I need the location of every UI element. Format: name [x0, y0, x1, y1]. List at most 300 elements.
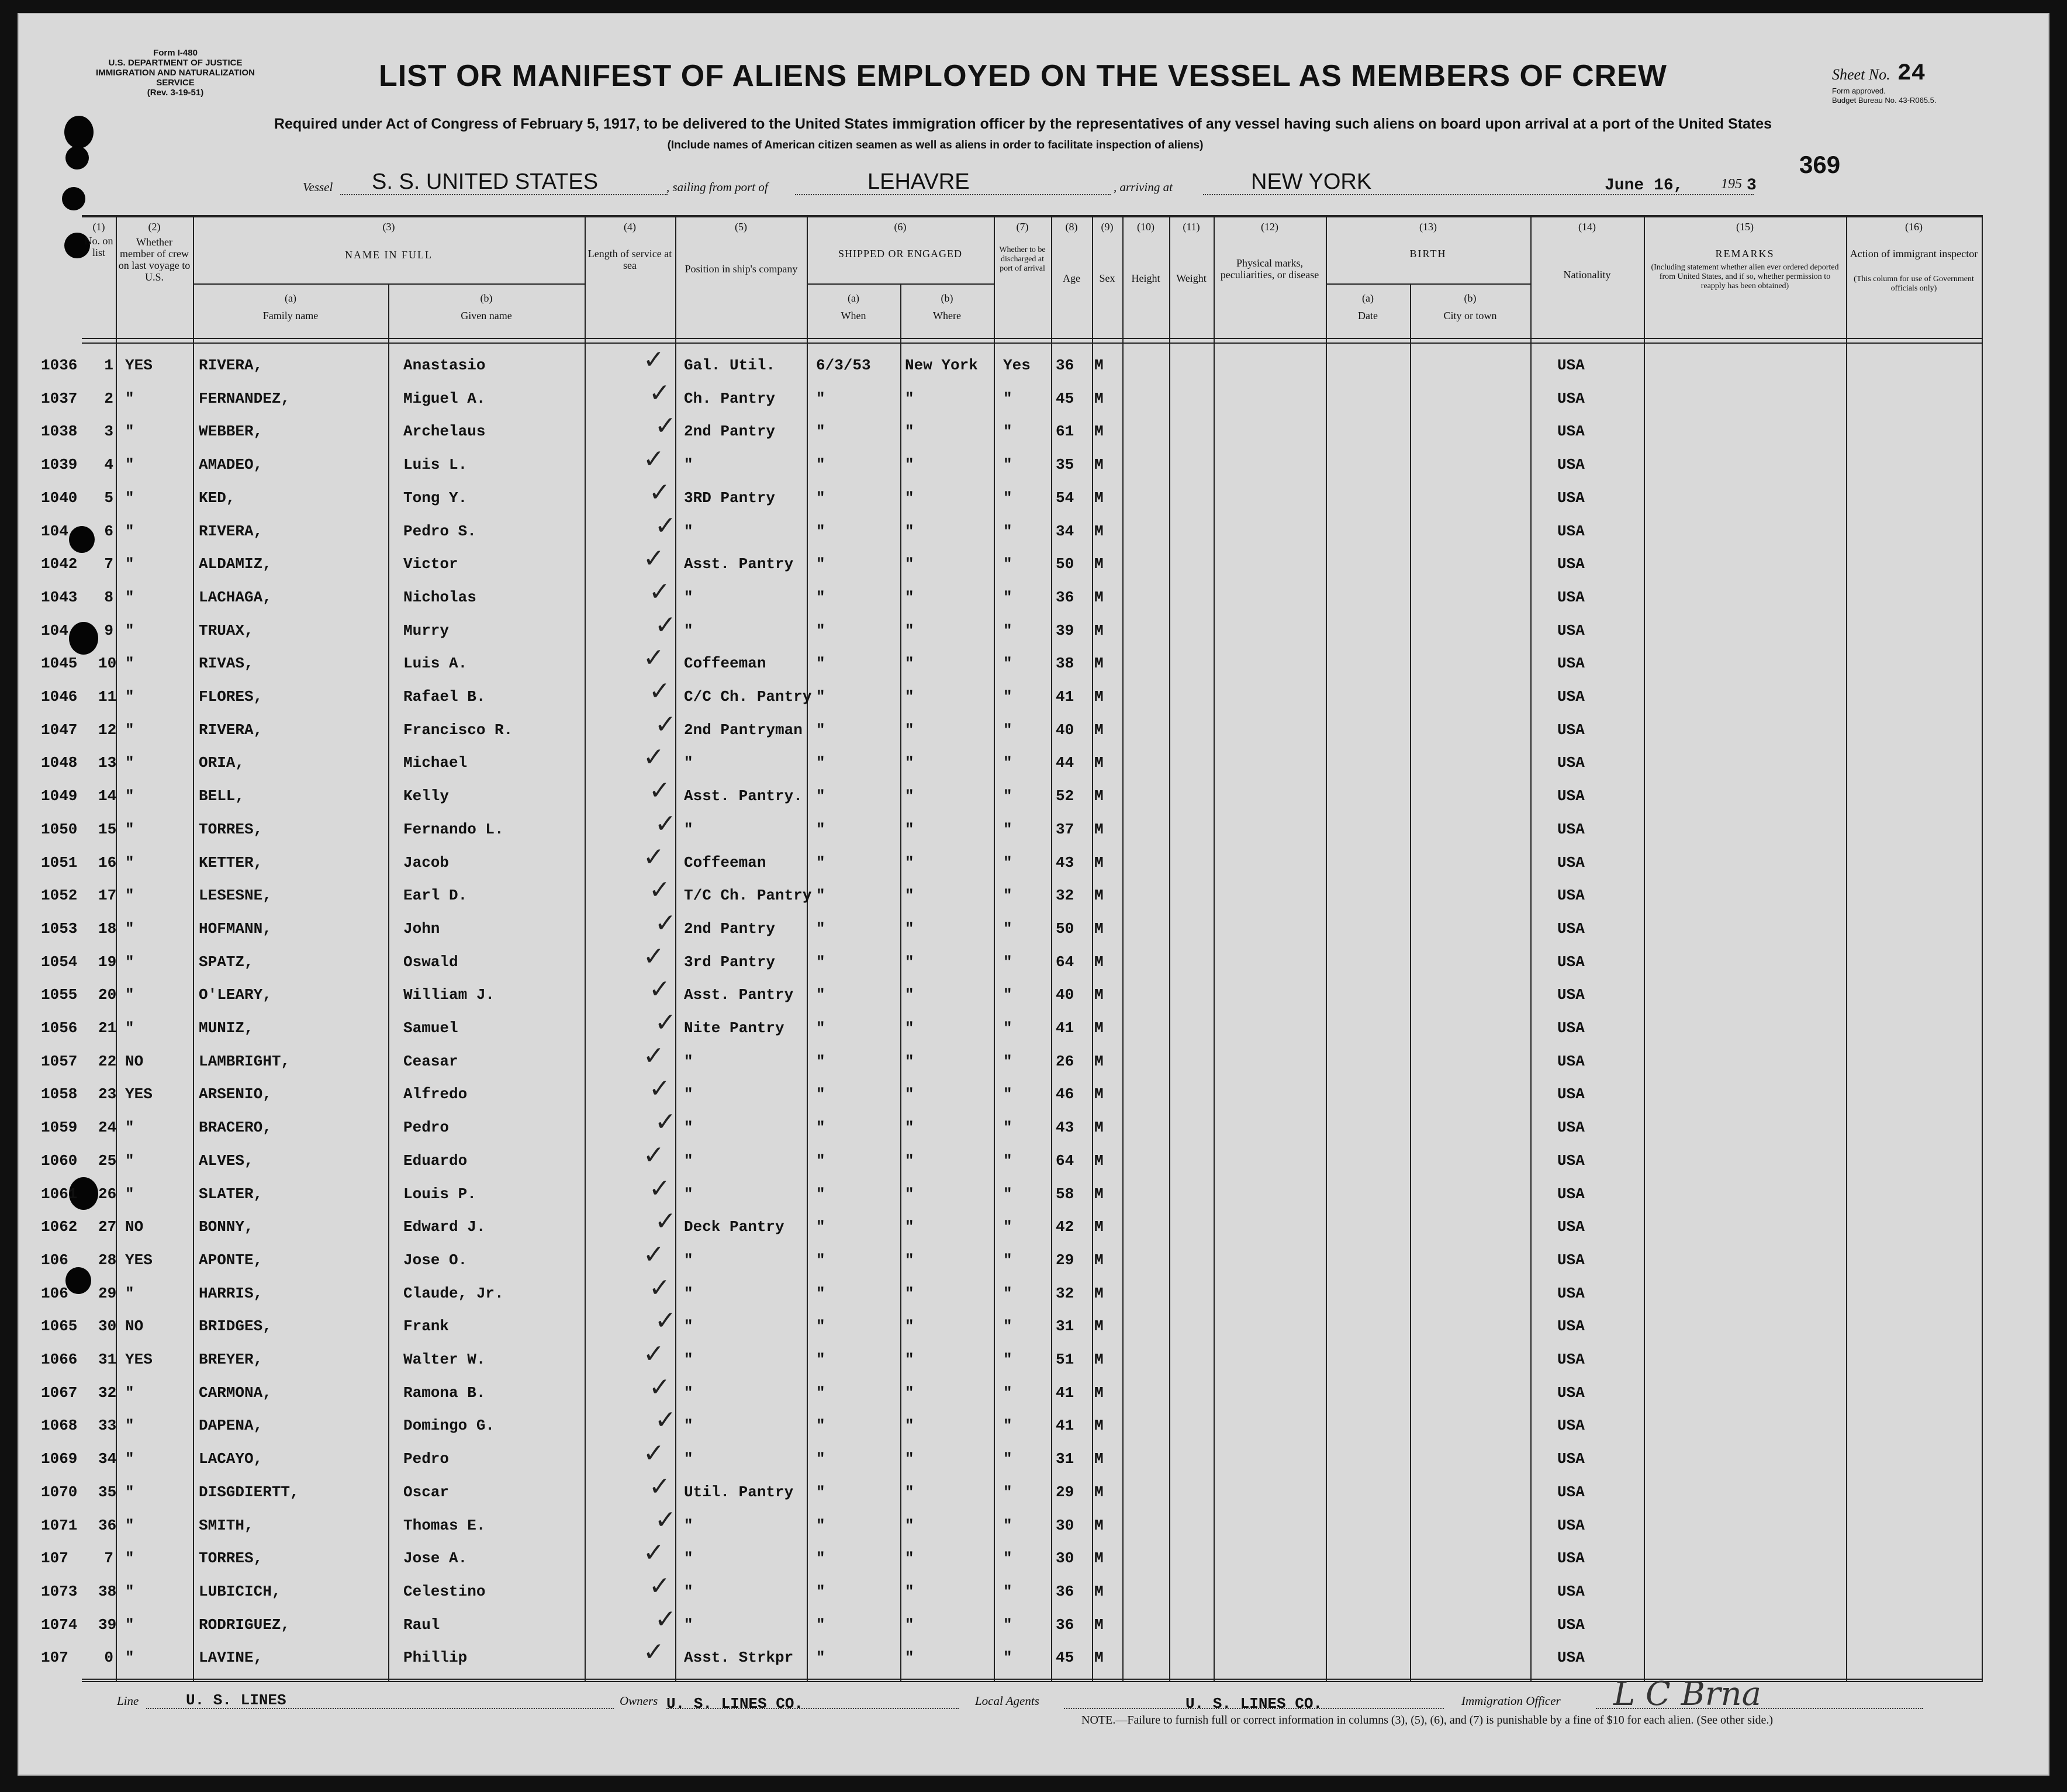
- check-mark-icon: ✓: [655, 1206, 676, 1237]
- check-mark-icon: ✓: [643, 544, 665, 574]
- family-name: ARSENIO,: [199, 1085, 272, 1103]
- shipped-where: ": [905, 986, 914, 1004]
- shipped-when: ": [816, 1284, 825, 1302]
- sex: M: [1094, 1549, 1104, 1568]
- check-mark-icon: ✓: [643, 941, 665, 971]
- row-number: 16: [98, 853, 117, 871]
- check-mark-icon: ✓: [643, 1140, 665, 1170]
- previous-voyage: ": [125, 1119, 134, 1137]
- shipped-where: ": [905, 1615, 914, 1634]
- shipped-where: ": [905, 1185, 914, 1203]
- table-row: [0, 1604, 1982, 1641]
- previous-voyage: NO: [125, 1317, 144, 1336]
- table-row: [0, 1040, 1982, 1077]
- check-mark-icon: ✓: [643, 345, 665, 375]
- list-number: 104: [41, 522, 68, 540]
- col-header-length-service: Length of service at sea: [587, 248, 672, 271]
- position: ": [684, 1615, 693, 1634]
- agents-value: U. S. LINES CO.: [1185, 1695, 1323, 1713]
- given-name: Oswald: [403, 953, 458, 971]
- col-header-weight: Weight: [1176, 272, 1207, 284]
- col-number: (4): [624, 221, 636, 233]
- sex: M: [1094, 1284, 1104, 1302]
- discharged: ": [1003, 1649, 1012, 1667]
- list-number: 1047: [41, 721, 78, 739]
- sheet-number: [1832, 61, 1926, 87]
- check-mark-icon: ✓: [643, 1339, 665, 1369]
- shipped-when: ": [816, 1085, 825, 1103]
- shipped-where: ": [905, 1119, 914, 1137]
- shipped-when: ": [816, 1615, 825, 1634]
- family-name: LAVINE,: [199, 1649, 263, 1667]
- check-mark-icon: ✓: [655, 1405, 676, 1435]
- previous-voyage: ": [125, 953, 134, 971]
- previous-voyage: ": [125, 853, 134, 871]
- age: 36: [1056, 1582, 1074, 1600]
- table-row: [0, 1438, 1982, 1475]
- position: Gal. Util.: [684, 357, 776, 374]
- list-number: 1070: [41, 1483, 78, 1501]
- row-number: 30: [98, 1317, 117, 1336]
- discharged: ": [1003, 555, 1012, 573]
- col-number: (15): [1736, 221, 1754, 233]
- nationality: USA: [1557, 1185, 1585, 1203]
- table-row: [0, 1570, 1982, 1607]
- nationality: USA: [1557, 1450, 1585, 1468]
- page-title: LIST OR MANIFEST OF ALIENS EMPLOYED ON THE VESSEL AS MEMBERS OF CREW: [379, 59, 1667, 93]
- table-row: [0, 1504, 1982, 1541]
- nationality: USA: [1557, 1317, 1585, 1336]
- position: ": [684, 1151, 693, 1170]
- given-name: Thomas E.: [403, 1516, 486, 1534]
- age: 40: [1056, 986, 1074, 1004]
- previous-voyage: ": [125, 887, 134, 905]
- row-number: 22: [98, 1052, 117, 1070]
- table-row: [0, 1538, 1982, 1574]
- check-mark-icon: ✓: [649, 1074, 670, 1104]
- family-name: RIVERA,: [199, 522, 263, 540]
- sex: M: [1094, 754, 1104, 772]
- shipped-when: ": [816, 1251, 825, 1269]
- given-name: Jose A.: [403, 1549, 468, 1568]
- table-row: [0, 610, 1982, 646]
- previous-voyage: ": [125, 754, 134, 772]
- table-row: [0, 709, 1982, 746]
- col-number: (7): [1016, 221, 1029, 233]
- check-mark-icon: ✓: [655, 610, 676, 640]
- age: 64: [1056, 1151, 1074, 1170]
- age: 43: [1056, 853, 1074, 871]
- family-name: WEBBER,: [199, 423, 263, 441]
- table-row: [0, 1074, 1982, 1110]
- shipped-where: ": [905, 1582, 914, 1600]
- discharged: ": [1003, 787, 1012, 805]
- budget-bureau-line: Budget Bureau No. 43-R065.5.: [1832, 96, 1937, 105]
- year-prefix: 195: [1721, 177, 1742, 192]
- table-row: [0, 411, 1982, 447]
- table-row: [0, 1339, 1982, 1375]
- age: 38: [1056, 655, 1074, 673]
- age: 26: [1056, 1052, 1074, 1070]
- row-number: 9: [104, 621, 113, 639]
- table-row: [0, 908, 1982, 945]
- family-name: ORIA,: [199, 754, 245, 772]
- position: ": [684, 1185, 693, 1203]
- nationality: USA: [1557, 1483, 1585, 1501]
- table-row: [0, 941, 1982, 978]
- shipped-where: ": [905, 389, 914, 407]
- table-row: [0, 1239, 1982, 1276]
- previous-voyage: ": [125, 522, 134, 540]
- check-mark-icon: ✓: [643, 1538, 665, 1568]
- position: ": [684, 1516, 693, 1534]
- list-number: 1043: [41, 588, 78, 606]
- shipped-when: ": [816, 754, 825, 772]
- row-number: 2: [104, 389, 113, 407]
- list-number: 1068: [41, 1417, 78, 1435]
- check-mark-icon: ✓: [655, 1604, 676, 1634]
- shipped-where: ": [905, 489, 914, 507]
- previous-voyage: ": [125, 721, 134, 739]
- col-header-name: NAME IN FULL: [345, 249, 433, 261]
- position: ": [684, 1251, 693, 1269]
- previous-voyage: ": [125, 1185, 134, 1203]
- position: ": [684, 1450, 693, 1468]
- family-name: BELL,: [199, 787, 245, 805]
- position: 2nd Pantryman: [684, 721, 803, 739]
- shipped-where: ": [905, 1251, 914, 1269]
- discharged: ": [1003, 986, 1012, 1004]
- discharged: Yes: [1003, 357, 1031, 374]
- previous-voyage: ": [125, 986, 134, 1004]
- discharged: ": [1003, 1185, 1012, 1203]
- row-number: 39: [98, 1615, 117, 1634]
- age: 46: [1056, 1085, 1074, 1103]
- nationality: USA: [1557, 1383, 1585, 1402]
- age: 29: [1056, 1483, 1074, 1501]
- table-row: [0, 1471, 1982, 1508]
- age: 41: [1056, 1383, 1074, 1402]
- family-name: O'LEARY,: [199, 986, 272, 1004]
- nationality: USA: [1557, 389, 1585, 407]
- shipped-when: ": [816, 787, 825, 805]
- port-to: NEW YORK: [1251, 169, 1372, 194]
- shipped-when: ": [816, 820, 825, 838]
- approval-line: Form approved.: [1832, 87, 1886, 95]
- list-number: 1038: [41, 423, 78, 441]
- table-row: [0, 1405, 1982, 1441]
- shipped-when: ": [816, 1119, 825, 1137]
- list-number: 1054: [41, 953, 78, 971]
- list-number: 1059: [41, 1119, 78, 1137]
- nationality: USA: [1557, 1151, 1585, 1170]
- check-mark-icon: ✓: [649, 1173, 670, 1203]
- given-name: Murry: [403, 621, 450, 639]
- position: ": [684, 1383, 693, 1402]
- family-name: RODRIGUEZ,: [199, 1615, 291, 1634]
- list-number: 1065: [41, 1317, 78, 1336]
- col-number: (8): [1065, 221, 1078, 233]
- check-mark-icon: ✓: [643, 742, 665, 773]
- col-header-age: Age: [1063, 272, 1080, 284]
- nationality: USA: [1557, 754, 1585, 772]
- list-number: 1056: [41, 1019, 78, 1037]
- col-header-no: No. on list: [84, 235, 113, 258]
- shipped-when: ": [816, 389, 825, 407]
- col-number: (16): [1905, 221, 1923, 233]
- position: Nite Pantry: [684, 1019, 784, 1037]
- row-number: 34: [98, 1450, 117, 1468]
- col-number: (1): [92, 221, 105, 233]
- sheet-stamp-number: 369: [1799, 151, 1841, 178]
- position: ": [684, 1317, 693, 1336]
- check-mark-icon: ✓: [655, 1306, 676, 1336]
- col-header-discharged: Whether to be discharged at port of arrival: [999, 245, 1046, 273]
- col-header-birth: BIRTH: [1409, 248, 1447, 260]
- shipped-where: ": [905, 588, 914, 606]
- age: 32: [1056, 1284, 1074, 1302]
- list-number: 1060: [41, 1151, 78, 1170]
- arrival-date: June 16,: [1605, 177, 1684, 195]
- sex: M: [1094, 423, 1104, 441]
- age: 39: [1056, 621, 1074, 639]
- discharged: ": [1003, 655, 1012, 673]
- row-number: 7: [104, 1549, 113, 1568]
- list-number: 1057: [41, 1052, 78, 1070]
- list-number: 1074: [41, 1615, 78, 1634]
- previous-voyage: ": [125, 588, 134, 606]
- family-name: RIVERA,: [199, 357, 263, 374]
- shipped-when: ": [816, 588, 825, 606]
- family-name: LUBICICH,: [199, 1582, 281, 1600]
- given-name: Phillip: [403, 1649, 468, 1667]
- row-number: 27: [98, 1218, 117, 1236]
- check-mark-icon: ✓: [643, 1239, 665, 1269]
- shipped-where: ": [905, 1483, 914, 1501]
- age: 31: [1056, 1317, 1074, 1336]
- discharged: ": [1003, 853, 1012, 871]
- row-number: 18: [98, 919, 117, 937]
- table-row: [0, 576, 1982, 613]
- shipped-where: ": [905, 1516, 914, 1534]
- age: 35: [1056, 456, 1074, 474]
- previous-voyage: ": [125, 423, 134, 441]
- shipped-when: ": [816, 721, 825, 739]
- position: Coffeeman: [684, 655, 766, 673]
- given-name: Jose O.: [403, 1251, 468, 1269]
- col-header-height: Height: [1131, 272, 1160, 284]
- family-name: APONTE,: [199, 1251, 263, 1269]
- discharged: ": [1003, 1615, 1012, 1634]
- shipped-where: ": [905, 820, 914, 838]
- sex: M: [1094, 1119, 1104, 1137]
- family-name: BREYER,: [199, 1351, 263, 1368]
- shipped-where: ": [905, 555, 914, 573]
- check-mark-icon: ✓: [649, 776, 670, 806]
- shipped-when: ": [816, 919, 825, 937]
- previous-voyage: ": [125, 1019, 134, 1037]
- given-name: William J.: [403, 986, 495, 1004]
- discharged: ": [1003, 1019, 1012, 1037]
- discharged: ": [1003, 1516, 1012, 1534]
- sex: M: [1094, 1649, 1104, 1667]
- check-mark-icon: ✓: [643, 1637, 665, 1668]
- col-sub-b: (b): [941, 292, 953, 304]
- shipped-where: New York: [905, 357, 978, 374]
- previous-voyage: YES: [125, 1085, 153, 1103]
- list-number: 1061: [41, 1185, 78, 1203]
- penalty-note: NOTE.—Failure to furnish full or correct information in columns (3), (5), (6), and (7) is punishable by a fine of $10 for each alien. (See other side.): [1081, 1714, 1773, 1727]
- nationality: USA: [1557, 1516, 1585, 1534]
- table-row: [0, 1140, 1982, 1177]
- position: ": [684, 820, 693, 838]
- shipped-where: ": [905, 423, 914, 441]
- position: ": [684, 1085, 693, 1103]
- col-sub-b: (b): [480, 292, 493, 304]
- nationality: USA: [1557, 1649, 1585, 1667]
- previous-voyage: ": [125, 787, 134, 805]
- check-mark-icon: ✓: [655, 709, 676, 739]
- previous-voyage: ": [125, 1516, 134, 1534]
- service: IMMIGRATION AND NATURALIZATION SERVICE: [96, 68, 255, 88]
- previous-voyage: ": [125, 1649, 134, 1667]
- list-number: 1051: [41, 853, 78, 871]
- sex: M: [1094, 688, 1104, 705]
- sex: M: [1094, 1582, 1104, 1600]
- row-number: 15: [98, 820, 117, 838]
- discharged: ": [1003, 1218, 1012, 1236]
- form-identifier: [88, 48, 263, 98]
- check-mark-icon: ✓: [655, 510, 676, 541]
- position: ": [684, 1119, 693, 1137]
- col-header-inspector-action: Action of immigrant inspector: [1850, 248, 1978, 260]
- table-row: [0, 1206, 1982, 1243]
- discharged: ": [1003, 1549, 1012, 1568]
- table-row: [0, 1637, 1982, 1673]
- row-number: 21: [98, 1019, 117, 1037]
- given-name: Jacob: [403, 853, 450, 871]
- row-number: 17: [98, 887, 117, 905]
- check-mark-icon: ✓: [649, 1372, 670, 1402]
- previous-voyage: ": [125, 919, 134, 937]
- discharged: ": [1003, 1284, 1012, 1302]
- shipped-where: ": [905, 456, 914, 474]
- previous-voyage: ": [125, 1450, 134, 1468]
- discharged: ": [1003, 919, 1012, 937]
- sex: M: [1094, 1615, 1104, 1634]
- check-mark-icon: ✓: [655, 1504, 676, 1535]
- age: 51: [1056, 1351, 1074, 1368]
- family-name: FLORES,: [199, 688, 263, 705]
- list-number: 1058: [41, 1085, 78, 1103]
- nationality: USA: [1557, 1019, 1585, 1037]
- age: 41: [1056, 1417, 1074, 1435]
- family-name: TRUAX,: [199, 621, 254, 639]
- sex: M: [1094, 919, 1104, 937]
- col-number: (5): [735, 221, 747, 233]
- given-name: Alfredo: [403, 1085, 468, 1103]
- check-mark-icon: ✓: [655, 1008, 676, 1037]
- shipped-when: ": [816, 1417, 825, 1435]
- table-row: [0, 842, 1982, 878]
- previous-voyage: ": [125, 1615, 134, 1634]
- given-name: Oscar: [403, 1483, 450, 1501]
- nationality: USA: [1557, 621, 1585, 639]
- shipped-when: ": [816, 1450, 825, 1468]
- list-number: 1045: [41, 655, 78, 673]
- nationality: USA: [1557, 456, 1585, 474]
- shipped-where: ": [905, 1383, 914, 1402]
- given-name: Louis P.: [403, 1185, 476, 1203]
- sex: M: [1094, 621, 1104, 639]
- list-number: 1055: [41, 986, 78, 1004]
- family-name: SMITH,: [199, 1516, 254, 1534]
- position: ": [684, 1284, 693, 1302]
- sex: M: [1094, 1317, 1104, 1336]
- previous-voyage: ": [125, 1549, 134, 1568]
- shipped-when: ": [816, 953, 825, 971]
- list-number: 1050: [41, 820, 78, 838]
- nationality: USA: [1557, 555, 1585, 573]
- age: 36: [1056, 1615, 1074, 1634]
- nationality: USA: [1557, 1052, 1585, 1070]
- age: 45: [1056, 1649, 1074, 1667]
- nationality: USA: [1557, 721, 1585, 739]
- col-header-birth-city: City or town: [1443, 310, 1497, 321]
- sailing-label: , sailing from port of: [666, 180, 768, 194]
- previous-voyage: YES: [125, 1351, 153, 1368]
- subheader-rule: [1326, 283, 1530, 285]
- check-mark-icon: ✓: [655, 411, 676, 441]
- age: 42: [1056, 1218, 1074, 1236]
- age: 34: [1056, 522, 1074, 540]
- vessel-name: S. S. UNITED STATES: [372, 169, 599, 194]
- arriving-label: , arriving at: [1114, 180, 1173, 194]
- given-name: Pedro: [403, 1119, 450, 1137]
- manifest-footer: [0, 1675, 2011, 1718]
- given-name: Walter W.: [403, 1351, 486, 1368]
- shipped-when: ": [816, 489, 825, 507]
- family-name: ALDAMIZ,: [199, 555, 272, 573]
- col-number: (11): [1183, 221, 1200, 233]
- discharged: ": [1003, 1483, 1012, 1501]
- shipped-when: ": [816, 688, 825, 705]
- discharged: ": [1003, 1251, 1012, 1269]
- age: 41: [1056, 688, 1074, 705]
- check-mark-icon: ✓: [649, 974, 670, 1005]
- previous-voyage: ": [125, 820, 134, 838]
- check-mark-icon: ✓: [649, 576, 670, 607]
- list-number: 1039: [41, 456, 78, 474]
- given-name: Luis L.: [403, 456, 468, 474]
- col-number: (6): [894, 221, 907, 233]
- shipped-when: ": [816, 1218, 825, 1236]
- col-header-given-name: Given name: [461, 310, 512, 321]
- col-number: (2): [148, 221, 161, 233]
- position: ": [684, 1052, 693, 1070]
- shipped-where: ": [905, 1052, 914, 1070]
- position: Asst. Strkpr: [684, 1649, 794, 1667]
- age: 54: [1056, 489, 1074, 507]
- given-name: Rafael B.: [403, 688, 486, 705]
- sex: M: [1094, 1251, 1104, 1269]
- shipped-when: ": [816, 1151, 825, 1170]
- table-row: [0, 676, 1982, 712]
- shipped-where: ": [905, 1284, 914, 1302]
- col-divider: [1982, 215, 1983, 1682]
- check-mark-icon: ✓: [643, 1040, 665, 1071]
- sex: M: [1094, 357, 1104, 374]
